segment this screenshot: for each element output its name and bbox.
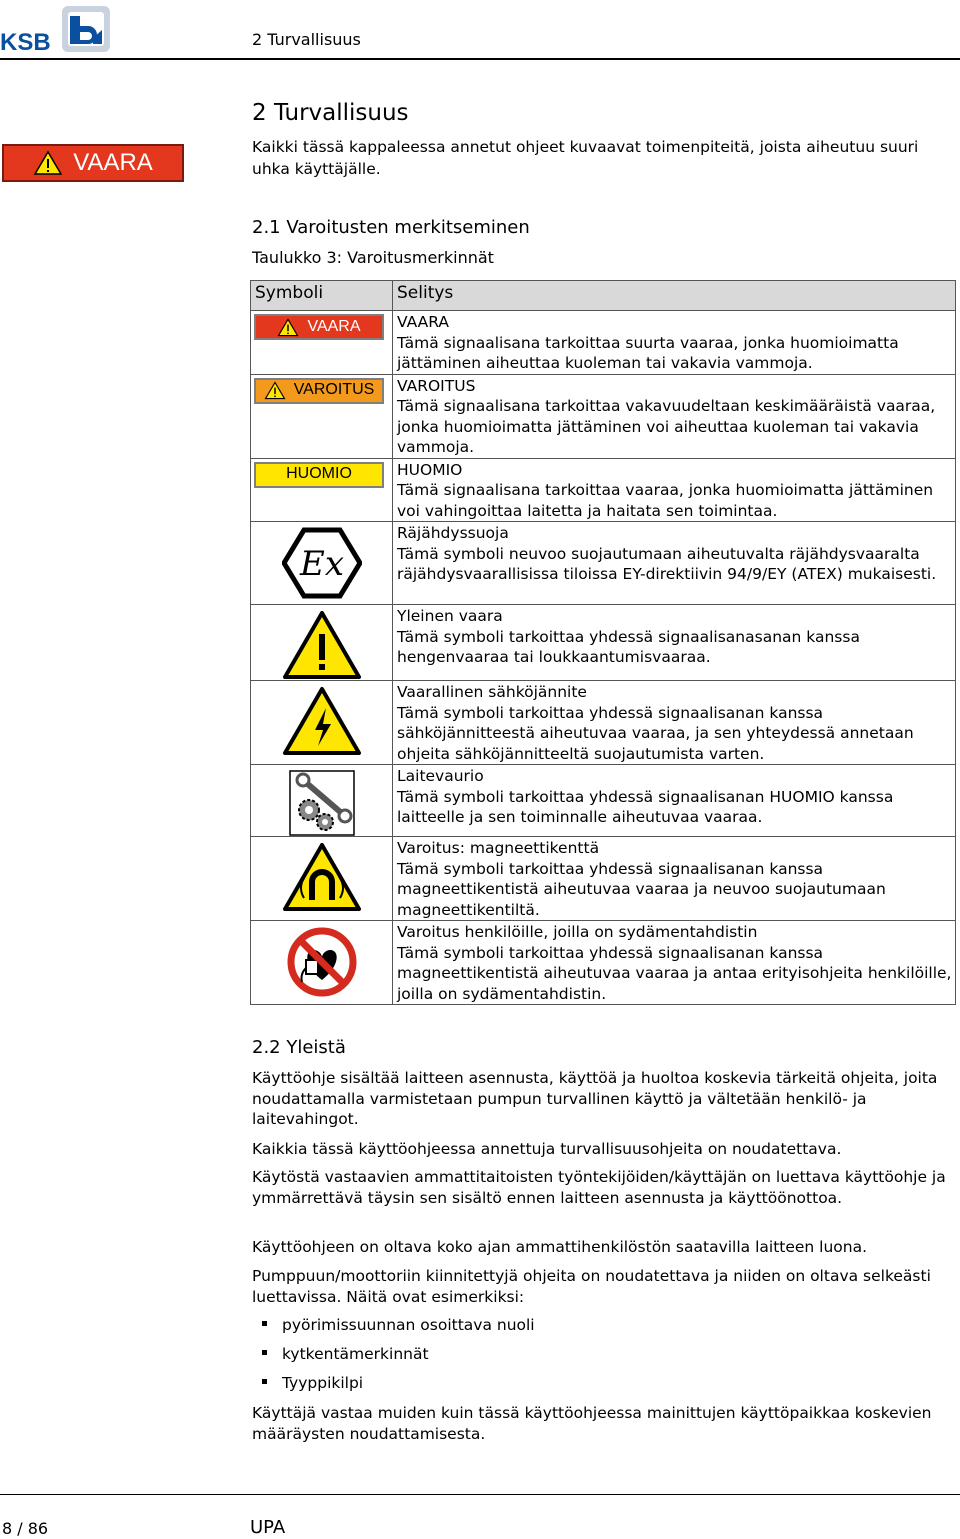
list-item: [262, 1374, 535, 1403]
danger-signal: [254, 314, 384, 340]
general-danger-icon: [282, 610, 362, 680]
danger-signal-label: VAARA: [73, 149, 153, 176]
meaning-text: Tämä symboli tarkoittaa yhdessä signaalisanan kanssa sähköjännitteestä aiheutuvaa vaaraa, ja sen yhteydessä annetaan ohjeita sähköjännitteeltä suojautumista varten.: [397, 703, 914, 763]
symbol-cell: [251, 921, 393, 1005]
meaning-text: Tämä symboli neuvoo suojautumaan aiheutuvalta räjähdysvaaralta räjähdysvaarallisissa tiloissa EY-direktiivin 94/9/EY (ATEX) mukaisesti.: [397, 544, 937, 583]
warning-triangle-icon: [33, 150, 63, 176]
meaning-cell: [393, 374, 956, 458]
meaning-title: Yleinen vaara: [397, 607, 503, 625]
meaning-title: Laitevaurio: [397, 767, 484, 785]
table-header-row: [251, 281, 956, 311]
signal-label: VAROITUS: [293, 381, 375, 399]
warning-signal: [254, 378, 384, 404]
meaning-cell: [393, 605, 956, 681]
meaning-cell: [393, 765, 956, 837]
list-item-text: Tyyppikilpi: [282, 1374, 364, 1392]
subsection-title: 2.2 Yleistä: [252, 1037, 346, 1058]
section-title: 2 Turvallisuus: [252, 100, 409, 126]
caution-signal: [254, 462, 384, 488]
meaning-text: Tämä symboli tarkoittaa yhdessä signaalisanan HUOMIO kanssa laitteelle ja sen toiminnalle aiheutuvaa vaaraa.: [397, 787, 894, 826]
bullet-icon: [262, 1321, 267, 1326]
symbol-cell: [251, 837, 393, 921]
list-item-text: kytkentämerkinnät: [282, 1345, 429, 1363]
meaning-text: Tämä symboli tarkoittaa yhdessä signaalisanan kanssa magneettikentistä aiheutuvaa vaaraa ja antaa erityisohjeita henkilöille, joilla on sydämentahdistin.: [397, 943, 952, 1003]
bullet-icon: [262, 1350, 267, 1355]
meaning-title: VAROITUS: [397, 376, 476, 395]
column-header-meaning: Selitys: [393, 281, 956, 311]
signal-label: VAARA: [307, 317, 361, 335]
meaning-text: Tämä signaalisana tarkoittaa vaaraa, jonka huomioimatta jättäminen voi vahingoittaa laitetta ja haitata sen toimintaa.: [397, 481, 934, 520]
signal-label: HUOMIO: [286, 465, 352, 483]
no-pacemaker-icon: [286, 926, 358, 998]
page-number: 8 / 86: [2, 1519, 49, 1538]
meaning-text: Tämä symboli tarkoittaa yhdessä signaalisanasanan kanssa hengenvaaraa tai loukkaantumisvaaraa.: [397, 627, 860, 666]
meaning-title: Varoitus: magneettikenttä: [397, 839, 600, 857]
ex-explosion-protection-icon: [282, 527, 362, 599]
svg-text:KSB: KSB: [0, 29, 51, 54]
meaning-text: Tämä signaalisana tarkoittaa suurta vaaraa, jonka huomioimatta jättäminen aiheuttaa kuoleman tai vakavia vammoja.: [397, 333, 899, 372]
list-item: [262, 1345, 535, 1374]
meaning-cell: [393, 681, 956, 765]
running-header: 2 Turvallisuus: [252, 30, 361, 49]
warning-triangle-icon: [264, 381, 286, 400]
magnetic-field-icon: [282, 842, 362, 912]
footer-divider: [0, 1494, 960, 1495]
symbol-cell: [251, 458, 393, 522]
paragraph: Käyttöohje sisältää laitteen asennusta, käyttöä ja huoltoa koskevia tärkeitä ohjeita, joita noudattamalla varmistetaan pumpun turvallinen käyttö ja vältetään henkilö- ja laitevahingot.: [252, 1069, 938, 1128]
table-row: [251, 458, 956, 522]
section-intro: Kaikki tässä kappaleessa annetut ohjeet kuvaavat toimenpiteitä, joista aiheutuu suuri uhka käyttäjälle.: [252, 138, 919, 178]
document-name: UPA: [250, 1517, 286, 1538]
table-row: [251, 765, 956, 837]
meaning-cell: [393, 311, 956, 375]
bullet-icon: [262, 1379, 267, 1384]
meaning-cell: [393, 921, 956, 1005]
meaning-title: Varoitus henkilöille, joilla on sydämentahdistin: [397, 923, 758, 941]
meaning-title: VAARA: [397, 313, 449, 331]
paragraph: Käytöstä vastaavien ammattitaitoisten työntekijöiden/käyttäjän on luettava käyttöohje ja ymmärrettävä täysin sen sisältö ennen laitteen asennusta ja käyttöönottoa.: [252, 1168, 946, 1207]
bullet-list: [262, 1316, 535, 1403]
symbol-cell: [251, 374, 393, 458]
danger-signal-box: [2, 144, 184, 182]
meaning-title: Räjähdyssuoja: [397, 524, 509, 542]
ksb-logo: [0, 2, 115, 54]
table-caption: Taulukko 3: Varoitusmerkinnät: [252, 248, 494, 267]
column-header-symbol: Symboli: [251, 281, 393, 311]
table-row: [251, 522, 956, 605]
machine-damage-icon: [289, 770, 355, 836]
symbol-cell: [251, 765, 393, 837]
warning-triangle-icon: [277, 318, 299, 337]
svg-text:Ex: Ex: [300, 544, 344, 584]
list-item: [262, 1316, 535, 1345]
meaning-title: Vaarallinen sähköjännite: [397, 683, 587, 701]
subsection-title: 2.1 Varoitusten merkitseminen: [252, 217, 530, 238]
meaning-text: Tämä signaalisana tarkoittaa vakavuudeltaan keskimääräistä vaaraa, jonka huomioimatta jättäminen voi aiheuttaa kuoleman tai vakavia vammoja.: [397, 397, 936, 456]
table-row: [251, 681, 956, 765]
table-row: [251, 837, 956, 921]
symbol-cell: [251, 681, 393, 765]
table-row: [251, 605, 956, 681]
table-row: [251, 921, 956, 1005]
paragraph: Pumppuun/moottoriin kiinnitettyjä ohjeita on noudatettava ja niiden on oltava selkeästi luettavissa. Näitä ovat esimerkiksi:: [252, 1267, 931, 1306]
header-divider: [0, 58, 960, 60]
symbol-cell: [251, 605, 393, 681]
meaning-cell: [393, 837, 956, 921]
meaning-cell: [393, 458, 956, 522]
paragraph: Käyttäjä vastaa muiden kuin tässä käyttöohjeessa mainittujen käyttöpaikkaa koskevien määräysten noudattamisesta.: [252, 1404, 932, 1443]
meaning-cell: [393, 522, 956, 605]
table-row: [251, 311, 956, 375]
paragraph: Käyttöohjeen on oltava koko ajan ammattihenkilöstön saatavilla laitteen luona.: [252, 1238, 868, 1256]
symbol-cell: [251, 522, 393, 605]
warning-symbols-table: [250, 280, 956, 1005]
paragraph: Kaikkia tässä käyttöohjeessa annettuja turvallisuusohjeita on noudatettava.: [252, 1140, 842, 1158]
meaning-text: Tämä symboli tarkoittaa yhdessä signaalisanan kanssa magneettikentistä aiheutuvaa vaaraa ja neuvoo suojautumaan magneettikentiltä.: [397, 859, 886, 919]
symbol-cell: [251, 311, 393, 375]
electric-voltage-icon: [282, 686, 362, 756]
table-row: [251, 374, 956, 458]
list-item-text: pyörimissuunnan osoittava nuoli: [282, 1316, 535, 1334]
meaning-title: HUOMIO: [397, 460, 463, 479]
